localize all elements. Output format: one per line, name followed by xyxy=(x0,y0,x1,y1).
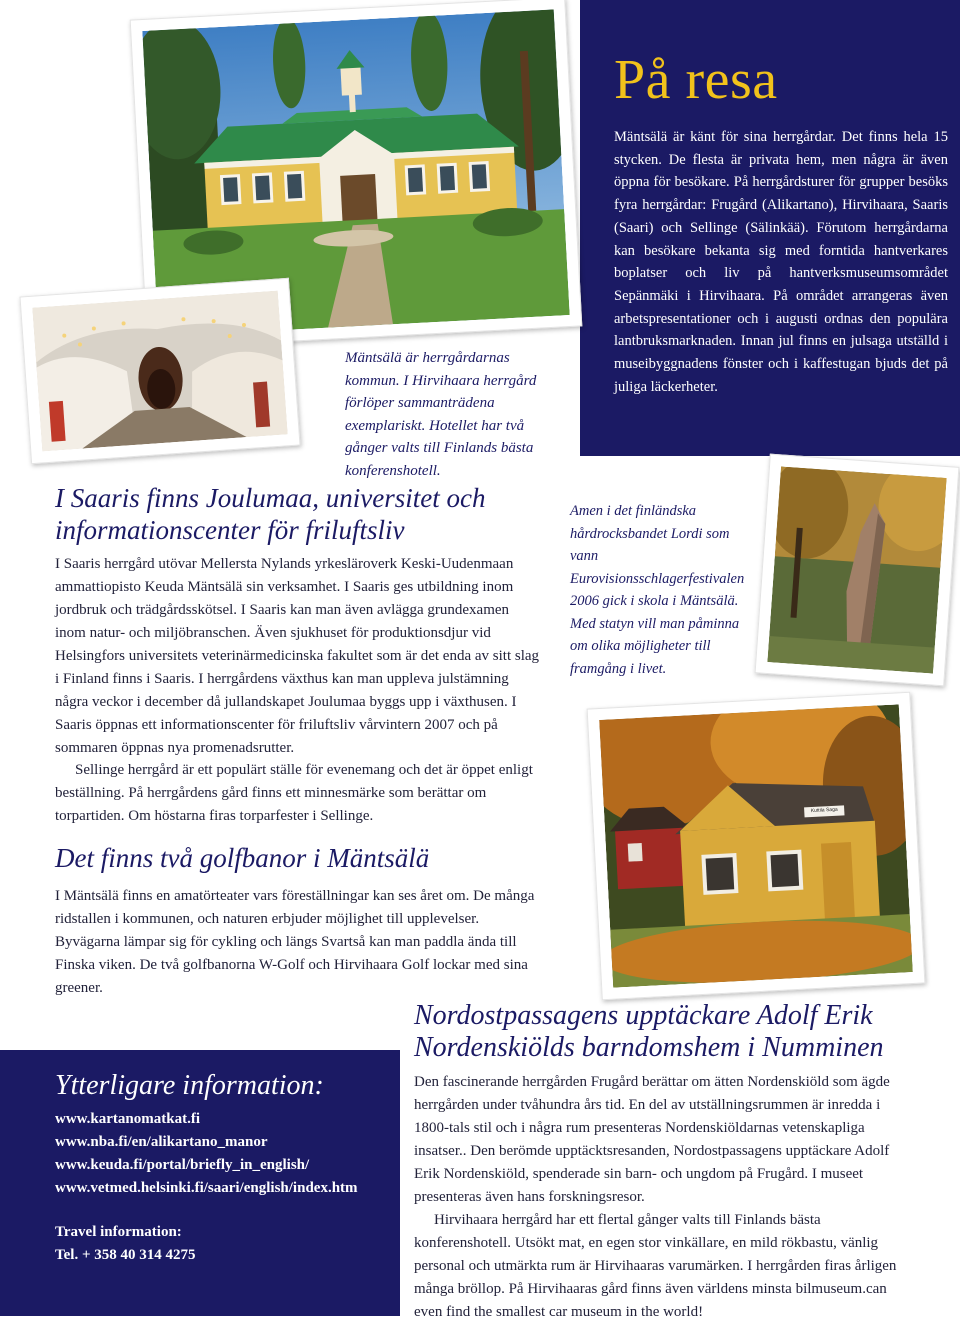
joulumaa-illustration xyxy=(32,291,287,452)
link-vetmed[interactable]: www.vetmed.helsinki.fi/saari/english/index.htm xyxy=(55,1180,358,1196)
lordi-caption: Amen i det finländska hårdrocksbandet Lordi som vann Eurovisionsschlagerfestivalen 2006 gick i skola i Mäntsälä. Med statyn vill man påminna om olika möjligheter till framgång i livet. xyxy=(570,503,745,677)
nordenskiold-heading xyxy=(414,1000,954,1064)
statue-illustration xyxy=(767,466,946,673)
link-keuda[interactable]: www.keuda.fi/portal/briefly_in_english/ xyxy=(55,1157,310,1173)
yellow-house-illustration xyxy=(599,704,913,987)
statue-photo xyxy=(755,454,960,687)
travel-info-label: Travel information: xyxy=(55,1224,182,1240)
phone-number: Tel. + 358 40 314 4275 xyxy=(55,1247,196,1263)
saaris-heading xyxy=(55,482,575,546)
nordenskiold-heading-line2: Nordenskiölds barndomshem i Numminen xyxy=(414,1032,884,1063)
link-kartanomatkat[interactable]: www.kartanomatkat.fi xyxy=(55,1111,200,1127)
nordenskiold-paragraph-1: Den fascinerande herrgården Frugård berättar om ätten Nordenskiöld som ägde herrgården under tvåhundra års tid. En del av utställningsrummen är inredda i 1800-tals stil och i några rum presenteras Nordenskiöldarnas vetenskapliga insatser.. Den berömde upptäcktsresanden, Nordostpassagens upptäckare Adolf Erik Nordenskiöld, spenderade sin barn- och ungdom på Frugård. I museet presenteras även hans forskningsresor. xyxy=(414,1074,890,1205)
saaris-paragraph-2: Sellinge herrgård är ett populärt ställe för evenemang och det är öppet enligt beställning. På herrgårdens gård finns ett minnesmärke som berättar om torpartiden. Om höstarna firas torparfester i Sellinge. xyxy=(55,762,533,824)
manor-caption: Mäntsälä är herrgårdarnas kommun. I Hirvihaara herrgård förlöper sammanträdena exemplariskt. Hotellet har två gånger valts till Finlands bästa konferenshotell. xyxy=(345,350,537,479)
nordenskiold-heading-line1: Nordostpassagens upptäckare Adolf Erik xyxy=(414,1000,873,1031)
saaris-paragraph-1: I Saaris herrgård utövar Mellersta Nylands yrkesläroverk Keski-Uudenmaan ammattiopisto Keuda Mäntsälä sin verksamhet. I Saaris ges utbildning inom jordbruk och trädgårdsskötsel. I Saaris kan man även avlägga grundexamen inom natur- och miljöbranschen. Även sjukhuset för produktionsdjur vid Helsingfors universitets veterinärmedicinska fakultet som är det enda av sitt slag i Finland finns i Saaris. I herrgårdens växthus kan man uppleva julstämning några veckor i december då jullandskapet Joulumaa byggs upp i växthusen. I Saaris öppnas ett informationscenter för friluftsliv vårvintern 2007 och på sommaren öppnas nya promenadsrutter. xyxy=(55,556,540,756)
house-sign: Kuttila Saga xyxy=(810,806,838,815)
saaris-heading-line1: I Saaris finns Joulumaa, universitet och xyxy=(55,483,486,513)
golf-text: I Mäntsälä finns en amatörteater vars föreställningar kan ses året om. De många ridstallen i kommunen, och naturen erbjuder möjlighet till upplevelser. Byvägarna lämpar sig för cykling och längs Svartså kan man paddla ända till Finska viken. De två golfbanorna W-Golf och Hirvihaara Golf lockar med sina greener. xyxy=(55,888,535,996)
saaris-heading-line2: informationscenter för friluftsliv xyxy=(55,515,405,545)
pa-resa-box xyxy=(580,0,960,456)
info-box xyxy=(0,1050,400,1316)
pa-resa-text: Mäntsälä är känt för sina herrgårdar. Det finns hela 15 stycken. De flesta är privata hem, men några är även öppna för besökare. På herrgårdsturer för grupper besöks fyra herrgårdar: Frugård (Alikartano), Hirvihaara, Saaris (Saari) och Sellinge (Sälinkää). Förutom herrgårdarna kan besökare bekanta sig med forntida hantverkares boplatser och liv på hantverksmuseumsområdet Sepänmäki i Hirvihaara. På området arrangeras även arbetspresentationer och i augusti ordnas den populära lantbruksmarknaden. Innan jul finns en julsaga utställd i museibyggnadens fönster och i kaffestugan bjuds det på juliga läckerheter. xyxy=(614,129,948,395)
golf-heading: Det finns två golfbanor i Mäntsälä xyxy=(55,843,430,873)
link-nba[interactable]: www.nba.fi/en/alikartano_manor xyxy=(55,1134,268,1150)
pa-resa-title: På resa xyxy=(614,49,778,111)
joulumaa-photo xyxy=(19,278,300,464)
info-title: Ytterligare information: xyxy=(55,1070,324,1101)
yellow-house-photo xyxy=(587,692,926,1001)
nordenskiold-paragraph-2: Hirvihaara herrgård har ett flertal gånger valts till Finlands bästa konferenshotell. Utsökt mat, en egen stor vinkällare, en mild rökbastu, vänlig personal och utmärkta rum är Hirvihaaras varumärken. I herrgården firas årligen många bröllop. På Hirvihaaras gård finns även världens minsta bilmuseum.can even find the smallest car museum in the world! xyxy=(414,1212,897,1320)
